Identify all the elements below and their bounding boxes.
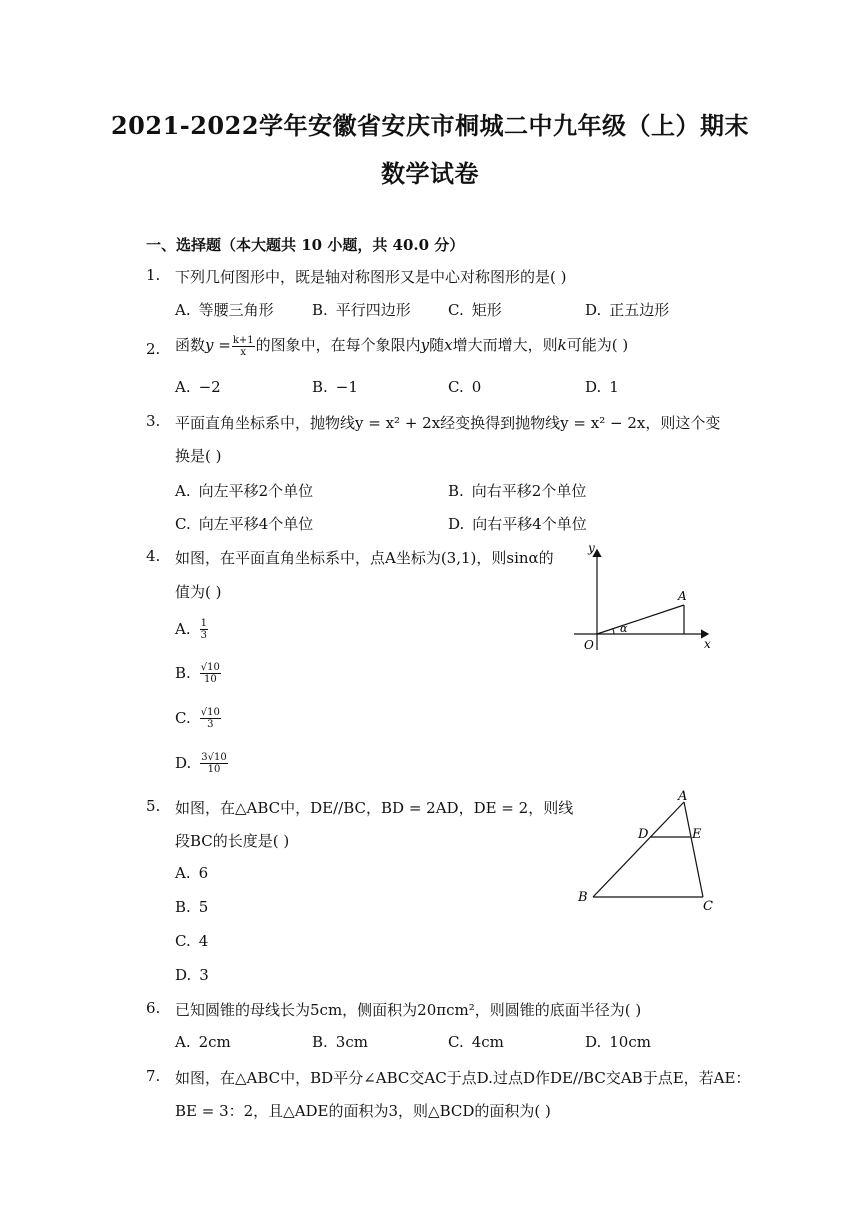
option-label: B.	[448, 482, 464, 500]
fraction-denominator: 10	[207, 764, 221, 775]
question-number: 5.	[146, 797, 161, 815]
option-text: 1	[609, 378, 619, 396]
option-text: 2cm	[198, 1033, 231, 1051]
option-label: A.	[175, 619, 191, 638]
fraction	[232, 335, 255, 358]
option-text: −2	[198, 378, 221, 396]
option-label: C.	[448, 378, 464, 396]
option	[585, 1033, 651, 1051]
question-text	[175, 334, 628, 358]
option	[312, 299, 411, 320]
option-text: 等腰三角形	[198, 301, 274, 319]
fraction-denominator: 3	[207, 719, 214, 730]
question-text-line1: 如图，在平面直角坐标系中，点A坐标为(3,1)，则sinα的	[175, 549, 554, 567]
page-title-line2: 数学试卷	[381, 159, 479, 188]
option	[175, 299, 274, 320]
text-run: 增大而增大，则	[452, 336, 558, 354]
option	[448, 480, 586, 501]
option-label: A.	[175, 378, 191, 396]
fraction-numerator: 3√10	[201, 752, 227, 763]
label-b: B	[578, 890, 588, 905]
option-label: D.	[448, 515, 465, 533]
option-label: D.	[175, 966, 192, 984]
text-run: 随	[429, 336, 445, 354]
label-c: C	[703, 899, 713, 914]
option	[175, 618, 209, 641]
option-label: A.	[175, 864, 191, 882]
option-label: D.	[585, 301, 602, 319]
fraction	[200, 707, 221, 730]
fraction-denominator: x	[240, 346, 247, 358]
option-text: 向左平移2个单位	[198, 482, 314, 500]
var-x: x	[444, 336, 453, 354]
question-text: 已知圆锥的母线长为5cm，侧面积为20πcm²，则圆锥的底面半径为( )	[175, 1001, 642, 1019]
option	[448, 299, 502, 320]
question-number: 6.	[146, 999, 161, 1017]
question-number: 4.	[146, 547, 161, 565]
option	[175, 898, 208, 916]
text-run: 的图象中，在每个象限内	[255, 336, 421, 354]
question-number: 2.	[146, 340, 161, 358]
question-number: 7.	[146, 1067, 161, 1085]
option-text: 向右平移2个单位	[471, 482, 587, 500]
label-e: E	[692, 827, 702, 842]
option	[175, 662, 222, 685]
option-text: 4cm	[471, 1033, 504, 1051]
option-label: D.	[585, 1033, 602, 1051]
option	[175, 513, 313, 534]
option	[175, 1033, 231, 1051]
segment-ab	[593, 802, 684, 897]
fraction	[200, 618, 208, 641]
text-run: 可能为( )	[566, 336, 629, 354]
text-run: 函数	[175, 336, 206, 354]
question-text-line2: 值为( )	[175, 583, 222, 601]
fraction-numerator: 1	[200, 618, 207, 629]
label-a: A	[678, 589, 687, 603]
option-label: C.	[175, 708, 191, 727]
option	[448, 378, 481, 396]
option-label: A.	[175, 482, 191, 500]
question-text-line2: 段BC的长度是( )	[175, 832, 290, 850]
option	[585, 299, 669, 320]
option-label: B.	[175, 898, 191, 916]
question-text-line2: 换是( )	[175, 447, 222, 465]
option	[175, 932, 208, 950]
option	[175, 752, 229, 775]
option	[448, 1033, 504, 1051]
label-a: A	[678, 789, 688, 804]
segment-ac	[684, 802, 703, 897]
option	[175, 378, 221, 396]
option-label: C.	[175, 932, 191, 950]
option-text: 5	[198, 898, 209, 916]
section-heading: 一、选择题（本大题共 10 小题，共 40.0 分）	[146, 236, 465, 254]
option-label: B.	[312, 301, 328, 319]
formula-lhs: y =	[205, 336, 231, 354]
option	[175, 864, 208, 882]
question-text-line1: 平面直角坐标系中，抛物线y = x² + 2x经变换得到抛物线y = x² − 2x，则这个变	[175, 414, 721, 432]
question-number: 1.	[146, 266, 161, 284]
option-label: B.	[312, 1033, 328, 1051]
angle-arc	[613, 629, 614, 634]
option-text: 0	[471, 378, 482, 396]
option	[585, 378, 619, 396]
option-text: 6	[198, 864, 209, 882]
fraction-numerator: √10	[200, 662, 220, 673]
option-text: −1	[335, 378, 358, 396]
label-alpha: α	[620, 622, 628, 635]
label-o: O	[584, 638, 594, 652]
option-text: 10cm	[609, 1033, 651, 1051]
fraction-numerator: k+1	[232, 334, 254, 346]
question-text-line1: 如图，在△ABC中，DE//BC，BD = 2AD，DE = 2，则线	[175, 799, 574, 817]
fraction	[200, 662, 221, 685]
option-text: 3	[199, 966, 209, 984]
option-text: 3cm	[335, 1033, 368, 1051]
option-label: B.	[312, 378, 328, 396]
option-text: 平行四边形	[335, 301, 411, 319]
label-y: y	[588, 541, 595, 555]
question-text-line2: BE = 3：2，且△ADE的面积为3，则△BCD的面积为( )	[175, 1102, 551, 1120]
page-title-line1: 2021-2022学年安徽省安庆市桐城二中九年级（上）期末	[110, 111, 750, 140]
segment-oa	[597, 605, 684, 634]
fraction-denominator: 3	[200, 630, 207, 641]
triangle-figure	[575, 786, 725, 914]
label-d: D	[638, 827, 649, 842]
var-y: y	[420, 336, 430, 354]
option-label: B.	[175, 663, 191, 682]
option-label: C.	[448, 301, 464, 319]
var-k: k	[557, 336, 567, 354]
question-text: 下列几何图形中，既是轴对称图形又是中心对称图形的是( )	[175, 268, 567, 286]
option	[448, 513, 587, 534]
option-text: 正五边形	[609, 301, 670, 319]
option-text: 4	[198, 932, 209, 950]
option-text: 向左平移4个单位	[198, 515, 314, 533]
question-number: 3.	[146, 412, 161, 430]
fraction-numerator: √10	[200, 707, 220, 718]
option	[175, 966, 209, 984]
option-label: A.	[175, 301, 191, 319]
coordinate-figure	[570, 538, 720, 656]
option	[312, 378, 358, 396]
option-label: C.	[448, 1033, 464, 1051]
option	[175, 707, 222, 730]
question-text-line1: 如图，在△ABC中，BD平分∠ABC交AC于点D.过点D作DE//BC交AB于点E，若AE：	[175, 1069, 751, 1087]
option-label: C.	[175, 515, 191, 533]
option-label: A.	[175, 1033, 191, 1051]
option-text: 矩形	[471, 301, 502, 319]
fraction	[200, 752, 227, 775]
fraction-denominator: 10	[203, 674, 217, 685]
option	[312, 1033, 368, 1051]
option-label: D.	[585, 378, 602, 396]
option-label: D.	[175, 753, 192, 772]
label-x: x	[704, 637, 711, 651]
option-text: 向右平移4个单位	[472, 515, 587, 533]
option	[175, 480, 313, 501]
